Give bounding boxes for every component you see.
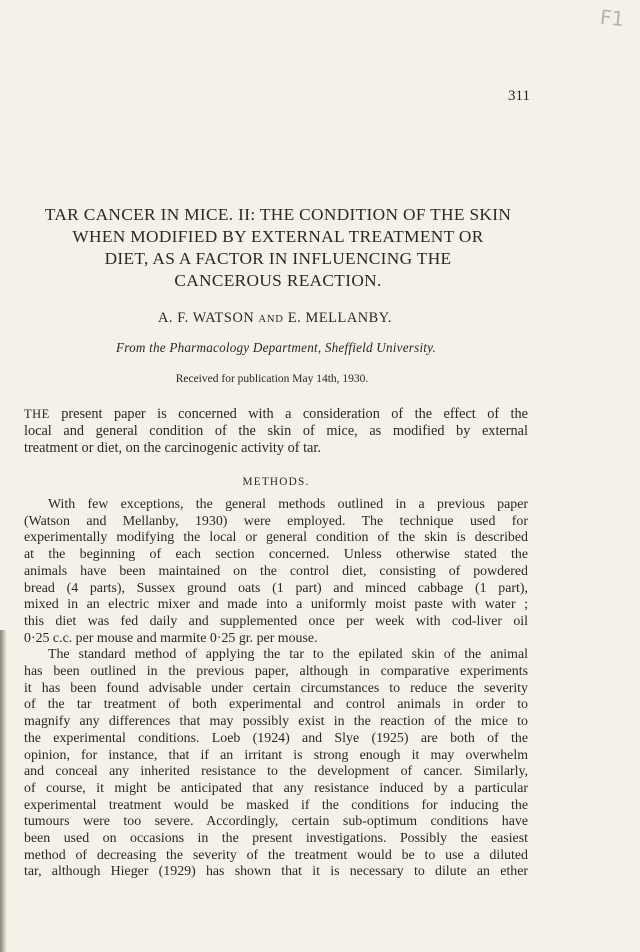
text-line: bread (4 parts), Sussex ground oats (1 part) and minced cabbage (1 part),: [24, 580, 528, 596]
affiliation: From the Pharmacology Department, Sheffield University.: [116, 340, 436, 355]
text-line: animals have been maintained on the control diet, consisting of powdered: [24, 563, 528, 579]
text-line: it has been found advisable under certain circumstances to reduce the severity: [24, 680, 528, 696]
text-line: tumours were too severe. Accordingly, certain sub-optimum conditions have: [24, 814, 528, 830]
text-line: the experimental conditions. Loeb (1924) and Slye (1925) are both of the: [24, 730, 528, 746]
small-caps-lead: THE: [24, 407, 50, 421]
text-line: and conceal any inherited resistance to the development of cancer. Similarly,: [24, 764, 528, 780]
binding-edge: [0, 630, 7, 952]
title-line: TAR CANCER IN MICE. II: THE CONDITION OF THE SKIN: [44, 205, 512, 224]
paragraph: [24, 497, 528, 647]
article-title: [22, 204, 534, 292]
text-line: experimental treatment would be masked if the conditions for inducing the: [24, 797, 528, 813]
text-line: this diet was fed daily and supplemented once per week with cod-liver oil: [24, 613, 528, 629]
abstract-line: [24, 406, 528, 423]
title-line: WHEN MODIFIED BY EXTERNAL TREATMENT OR: [72, 227, 484, 246]
abstract-line: local and general condition of the skin of mice, as modified by external: [24, 423, 528, 439]
abstract-line-text: present paper is concerned with a consideration of the effect of the: [49, 406, 528, 422]
pencil-margin-mark: F1: [598, 4, 626, 32]
author-name: E. MELLANBY.: [287, 310, 393, 326]
title-line: DIET, AS A FACTOR IN INFLUENCING THE: [104, 249, 452, 268]
text-line: of course, it might be anticipated that any resistance induced by a particular: [24, 780, 528, 796]
text-line: opinion, for instance, that if an irritant is strong enough it may overwhelm: [24, 747, 528, 763]
author-conjunction: AND: [258, 314, 284, 325]
text-line: 0·25 c.c. per mouse and marmite 0·25 gr. per mouse.: [24, 630, 318, 646]
body-text: [24, 497, 528, 881]
abstract: [24, 406, 528, 457]
author-line: [0, 310, 550, 327]
text-line: experimentally modifying the local or general condition of the skin is described: [24, 530, 528, 546]
abstract-line: treatment or diet, on the carcinogenic activity of tar.: [24, 440, 321, 456]
page-number: 311: [508, 88, 530, 104]
text-line: With few exceptions, the general methods outlined in a previous paper: [48, 497, 528, 512]
text-line: mixed in an electric mixer and made into a uniformly moist paste with water ;: [24, 597, 528, 613]
text-line: of the tar treatment of both experimental and control animals in order to: [24, 697, 528, 713]
text-line: tar, although Hieger (1929) has shown that it is necessary to dilute an ether: [24, 864, 528, 880]
title-line: CANCEROUS REACTION.: [174, 271, 382, 290]
section-heading: METHODS.: [242, 476, 310, 488]
text-line: The standard method of applying the tar to the epilated skin of the animal: [48, 647, 528, 663]
text-line: at the beginning of each section concerned. Unless otherwise stated the: [24, 547, 528, 563]
author-name: A. F. WATSON: [157, 310, 255, 326]
text-line: magnify any differences that may possibly exist in the reaction of the mice to: [24, 714, 528, 730]
received-date: Received for publication May 14th, 1930.: [175, 373, 369, 385]
text-line: has been outlined in the previous paper, although in comparative experiments: [24, 664, 528, 680]
text-line: method of decreasing the severity of the treatment would be to use a diluted: [24, 847, 528, 863]
text-line: been used on occasions in the present investigations. Possibly the easiest: [24, 831, 528, 847]
paragraph: [24, 647, 528, 881]
text-line: (Watson and Mellanby, 1930) were employed. The technique used for: [24, 513, 528, 529]
